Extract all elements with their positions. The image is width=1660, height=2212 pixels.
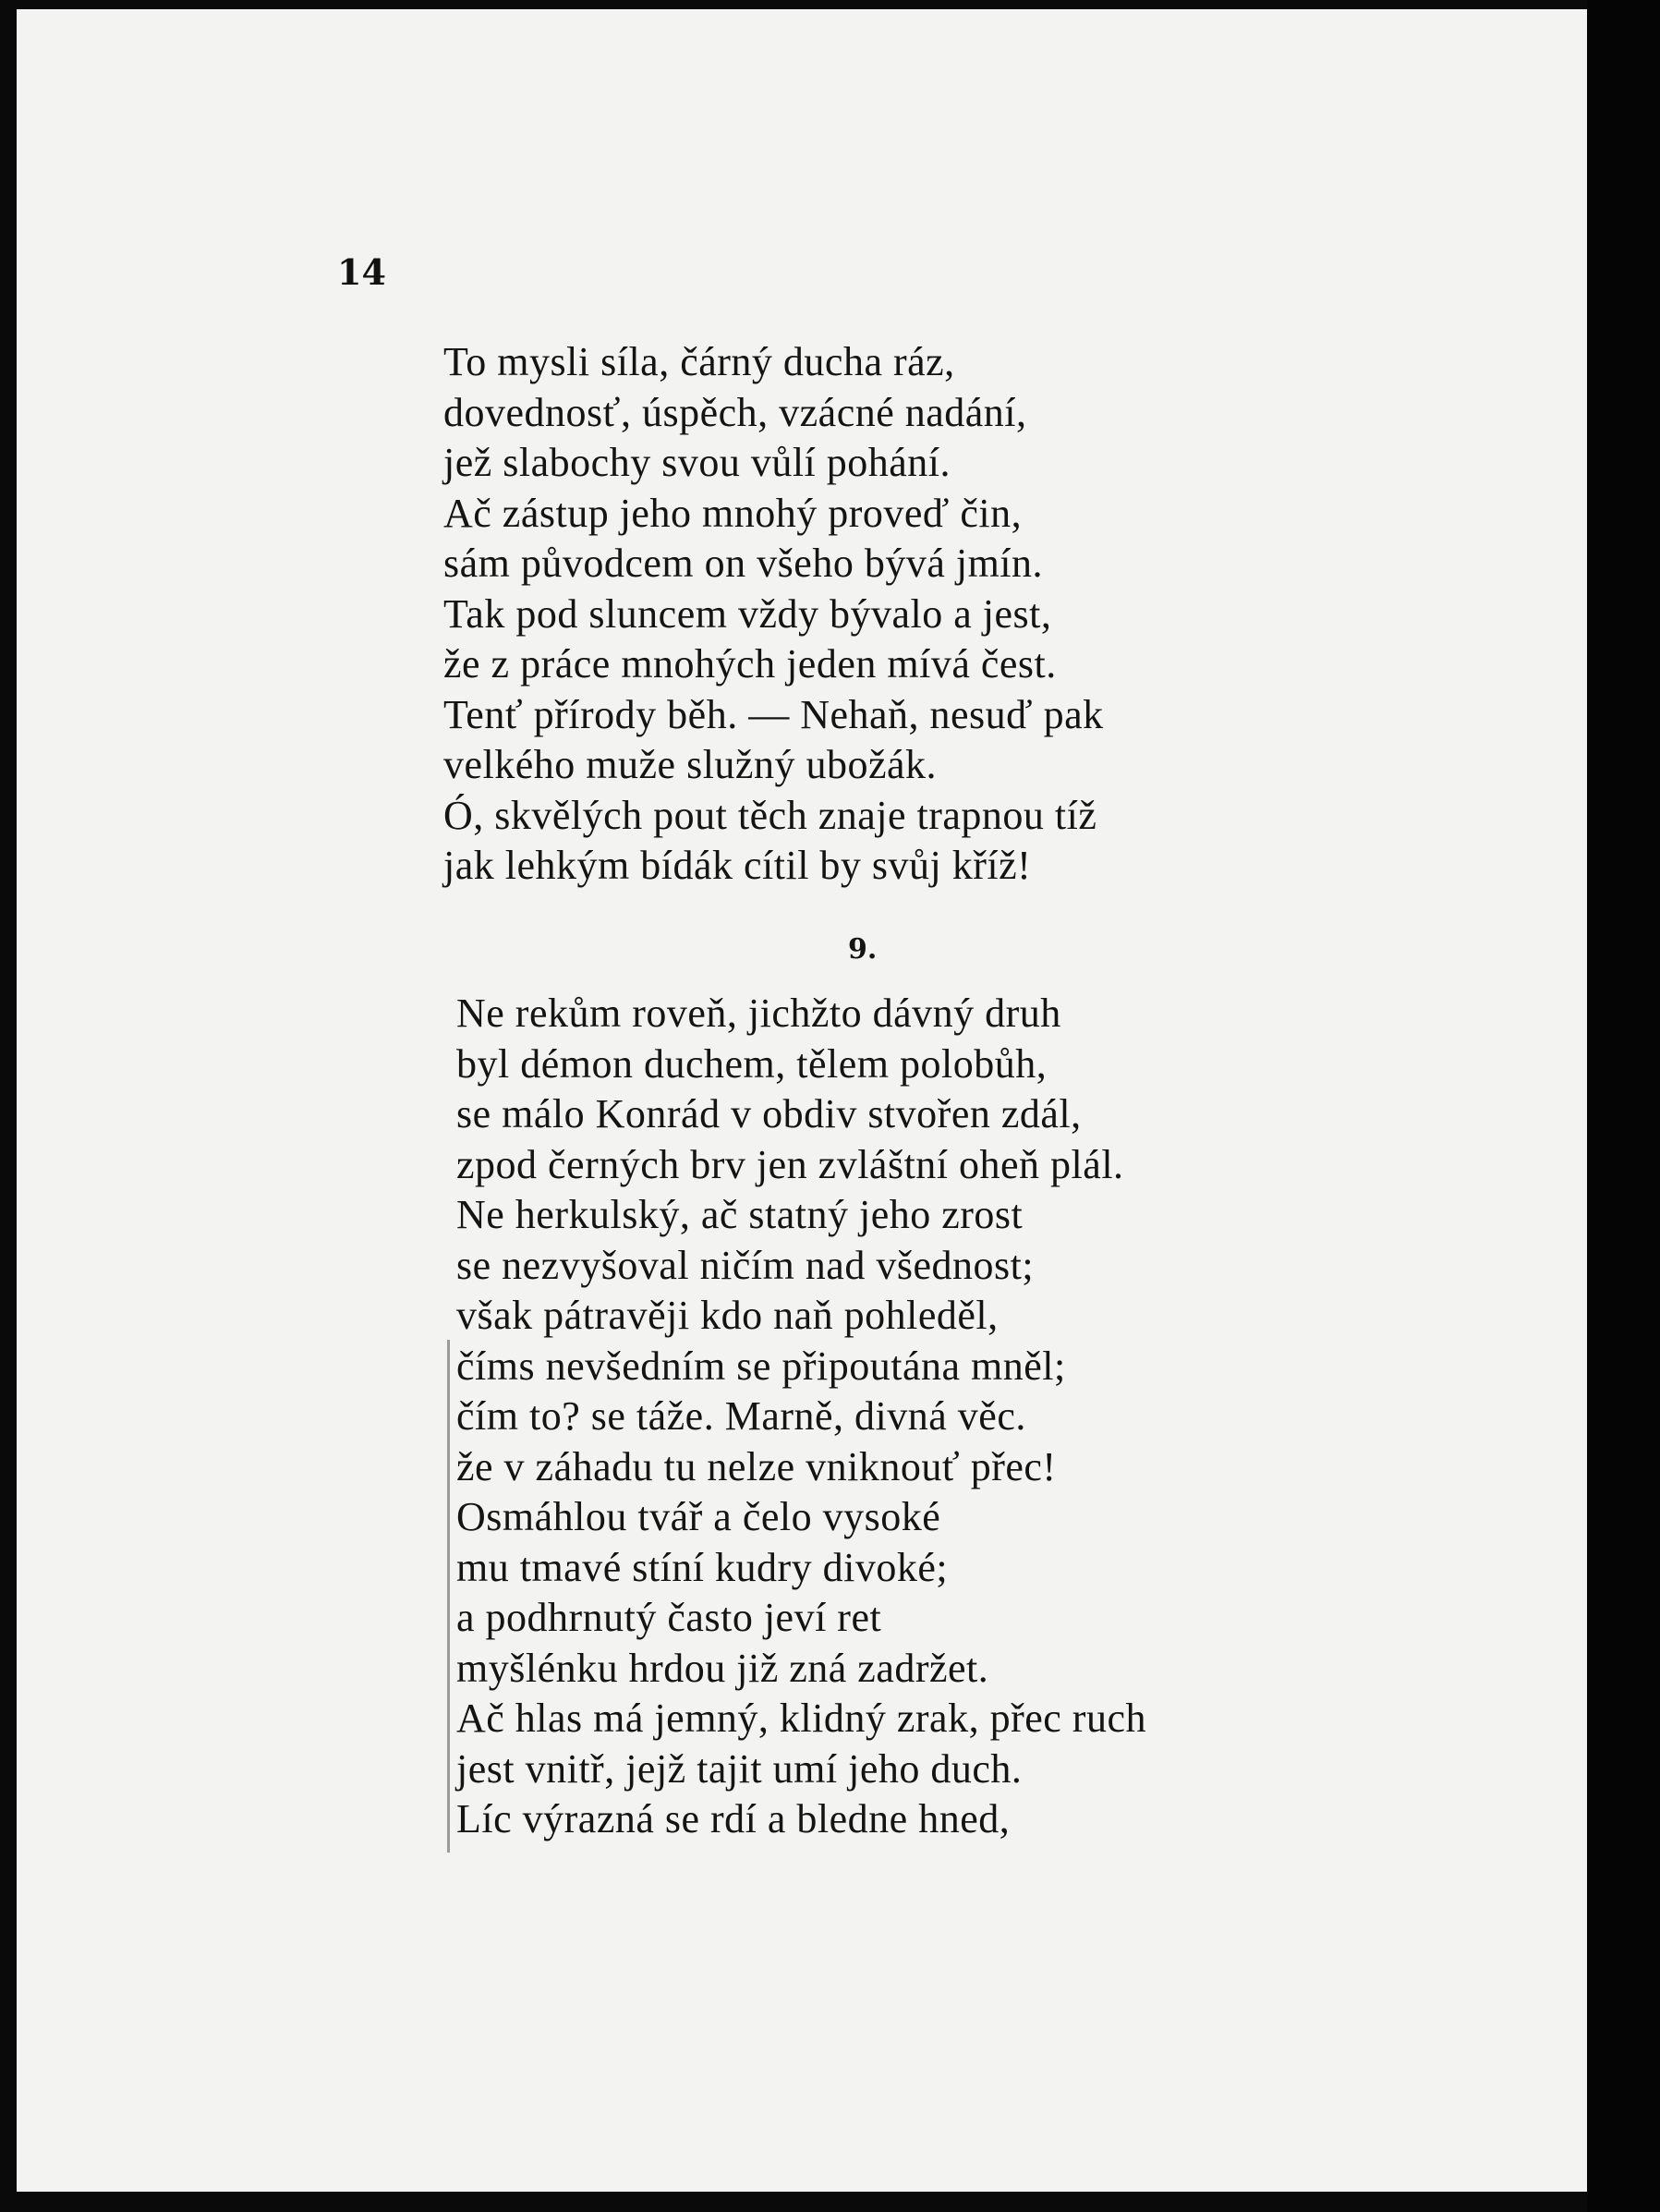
verse-line: že z práce mnohých jeden mívá čest. bbox=[443, 641, 1057, 687]
verse-line: se málo Konrád v obdiv stvořen zdál, bbox=[456, 1091, 1082, 1136]
verse-line: čím to? se táže. Marně, divná věc. bbox=[456, 1393, 1026, 1439]
verse-line: velkého muže služný ubožák. bbox=[443, 742, 938, 787]
verse-line: zpod černých brv jen zvláštní oheň plál. bbox=[456, 1141, 1124, 1187]
verse-line: mu tmavé stíní kudry divoké; bbox=[456, 1544, 949, 1590]
verse-line: Tenť přírody běh. — Nehaň, nesuď pak bbox=[443, 691, 1104, 737]
stanza-number: 9. bbox=[848, 933, 878, 966]
verse-line: Ač hlas má jemný, klidný zrak, přec ruch bbox=[456, 1695, 1146, 1741]
verse-line: že v záhadu tu nelze vniknouť přec! bbox=[456, 1443, 1057, 1489]
verse-line: Ne rekům roveň, jichžto dávný druh bbox=[456, 991, 1061, 1036]
verse-line: Ne herkulský, ač statný jeho zrost bbox=[456, 1192, 1024, 1237]
scan-edge bbox=[1587, 0, 1660, 2212]
verse-line: číms nevšedním se připoutána mněl; bbox=[456, 1343, 1066, 1389]
verse-line: a podhrnutý často jeví ret bbox=[456, 1595, 882, 1640]
stanza-8-continued bbox=[443, 337, 1104, 892]
verse-line: byl démon duchem, tělem polobůh, bbox=[456, 1040, 1048, 1087]
verse-line: To mysli síla, čárný ducha ráz, bbox=[443, 339, 955, 384]
page-number: 14 bbox=[337, 251, 386, 293]
stanza-9 bbox=[456, 989, 1146, 1845]
verse-line: Ó, skvělých pout těch znaje trapnou tíž bbox=[443, 792, 1097, 838]
verse-line: však pátravěji kdo naň pohleděl, bbox=[456, 1293, 999, 1338]
margin-mark bbox=[447, 1340, 450, 1853]
verse-line: dovednosť, úspěch, vzácné nadání, bbox=[443, 389, 1027, 435]
verse-line: jak lehkým bídák cítil by svůj kříž! bbox=[443, 843, 1032, 888]
verse-line: se nezvyšoval ničím nad všednost; bbox=[456, 1242, 1035, 1288]
verse-line: jež slabochy svou vůlí pohání. bbox=[443, 440, 951, 485]
verse-line: Osmáhlou tvář a čelo vysoké bbox=[456, 1494, 941, 1539]
verse-line: jest vnitř, jejž tajit umí jeho duch. bbox=[456, 1745, 1023, 1792]
book-page bbox=[17, 9, 1587, 2192]
verse-line: Líc výrazná se rdí a bledne hned, bbox=[456, 1796, 1011, 1841]
verse-line: Tak pod sluncem vždy bývalo a jest, bbox=[443, 590, 1052, 637]
verse-line: myšlénku hrdou již zná zadržet. bbox=[456, 1645, 989, 1691]
verse-line: Ač zástup jeho mnohý proveď čin, bbox=[443, 490, 1023, 536]
verse-line: sám původcem on všeho bývá jmín. bbox=[443, 541, 1044, 586]
